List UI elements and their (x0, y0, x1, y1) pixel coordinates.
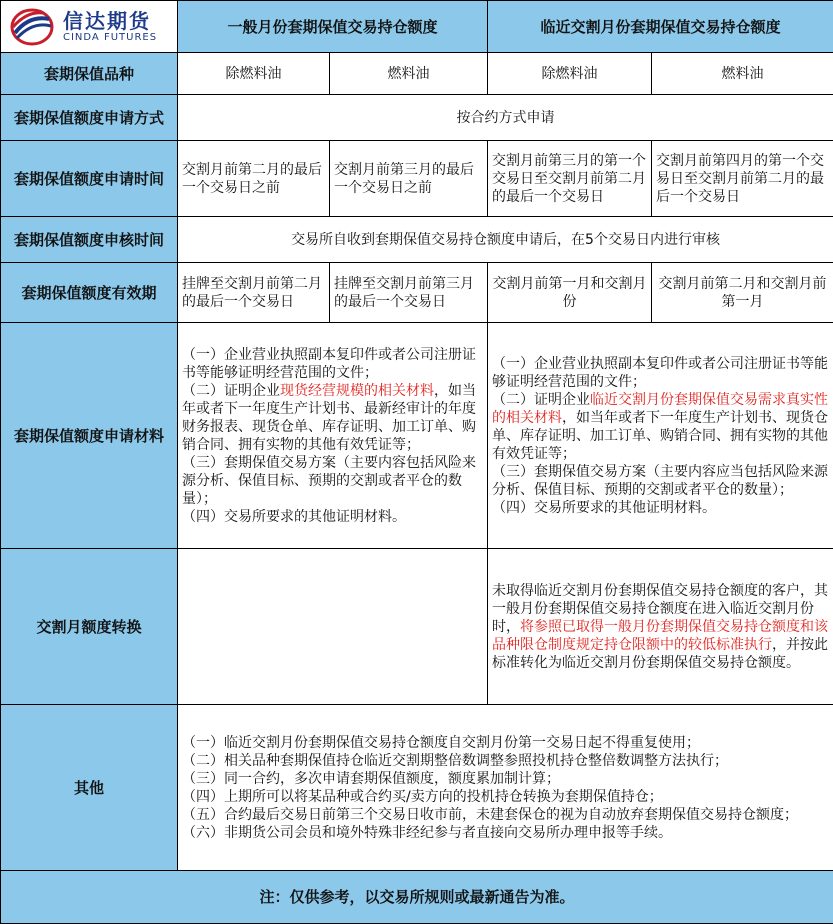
materials-general-item-2-highlight: 现货经营规模的相关材料 (280, 383, 434, 399)
label-materials: 套期保值额度申请材料 (1, 323, 178, 549)
other-item-3: （三）同一合约，多次申请套期保值额度，额度累加制计算； (182, 770, 829, 788)
materials-near-item-3: （三）套期保值交易方案（主要内容应当包括风险来源分析、保值目标、预期的交割或者平仓的数量）； (492, 463, 829, 499)
apply-time-general-fuel: 交割月前第三月的最后一个交易日之前 (330, 141, 488, 217)
materials-general-item-2 (182, 382, 483, 454)
company-logo (1, 2, 177, 52)
logo-cn-text: 信达期货 (63, 10, 157, 32)
materials-near-item-2-prefix: （二）证明企业 (492, 392, 590, 408)
materials-near-item-2-highlight: 临近交割月份套期保值交易需求真实性的相关材料 (492, 392, 828, 426)
transfer-near-highlight: 将参照已取得一般月份套期保值交易持仓额度和该品种限仓制度规定持仓限额中的较低标准执行 (492, 619, 828, 653)
materials-general (178, 323, 488, 549)
apply-time-near-fuel: 交割月前第四月的第一个交易日至交割月前第二月的最后一个交易日 (652, 141, 833, 217)
variety-general-fuel: 燃料油 (330, 53, 488, 95)
other-items (178, 705, 833, 871)
materials-near (488, 323, 833, 549)
logo-cell (1, 1, 178, 53)
label-review-time: 套期保值额度申核时间 (1, 217, 178, 263)
transfer-near-suffix: ，并按此标准转化为临近交割月份套期保值交易持仓额度。 (492, 637, 828, 671)
cinda-logo-icon (9, 7, 55, 47)
header-general-month: 一般月份套期保值交易持仓额度 (178, 1, 488, 53)
other-item-5: （五）合约最后交易日前第三个交易日收市前，未建套保仓的视为自动放弃套期保值交易持仓额度； (182, 806, 829, 824)
apply-time-near-non-fuel: 交割月前第三月的第一个交易日至交割月前第二月的最后一个交易日 (488, 141, 652, 217)
validity-general-non-fuel: 挂牌至交割月前第二月的最后一个交易日 (178, 263, 330, 323)
materials-near-item-2 (492, 391, 829, 463)
variety-near-fuel: 燃料油 (652, 53, 833, 95)
label-validity: 套期保值额度有效期 (1, 263, 178, 323)
validity-general-fuel: 挂牌至交割月前第三月的最后一个交易日 (330, 263, 488, 323)
other-item-4: （四）上期所可以将某品种或合约买/卖方向的投机持仓转换为套期保值持仓； (182, 788, 829, 806)
materials-near-item-1: （一）企业营业执照副本复印件或者公司注册证书等能够证明经营范围的文件； (492, 355, 829, 391)
other-item-6: （六）非期货公司会员和境外特殊非经纪参与者直接向交易所办理申报等手续。 (182, 824, 829, 842)
materials-general-item-4: （四）交易所要求的其他证明材料。 (182, 508, 483, 526)
other-item-1: （一）临近交割月份套期保值交易持仓额度自交割月份第一交易日起不得重复使用； (182, 734, 829, 752)
footer-note: 注：仅供参考，以交易所规则或最新通告为准。 (1, 871, 833, 924)
header-near-delivery-month: 临近交割月份套期保值交易持仓额度 (488, 1, 833, 53)
review-time-value: 交易所自收到套期保值交易持仓额度申请后，在5个交易日内进行审核 (178, 217, 833, 263)
materials-general-item-1: （一）企业营业执照副本复印件或者公司注册证书等能够证明经营范围的文件； (182, 346, 483, 382)
apply-time-general-non-fuel: 交割月前第二月的最后一个交易日之前 (178, 141, 330, 217)
label-transfer: 交割月额度转换 (1, 549, 178, 705)
logo-en-text: CINDA FUTURES (63, 32, 157, 44)
apply-method-value: 按合约方式申请 (178, 95, 833, 141)
label-apply-time: 套期保值额度申请时间 (1, 141, 178, 217)
materials-near-item-4: （四）交易所要求的其他证明材料。 (492, 499, 829, 517)
materials-near-item-2-suffix: ，如当年或者下一年度生产计划书、现货仓单、库存证明、加工订单、购销合同、拥有实物的其他有效凭证等； (492, 410, 828, 462)
other-item-2: （二）相关品种套期保值持仓临近交割期整倍数调整参照投机持仓整倍数调整方法执行； (182, 752, 829, 770)
variety-general-non-fuel: 除燃料油 (178, 53, 330, 95)
label-variety: 套期保值品种 (1, 53, 178, 95)
transfer-near (488, 549, 833, 705)
materials-general-item-3: （三）套期保值交易方案（主要内容包括风险来源分析、保值目标、预期的交割或者平仓的数量）； (182, 454, 483, 508)
validity-near-non-fuel: 交割月前第一月和交割月份 (488, 263, 652, 323)
label-apply-method: 套期保值额度申请方式 (1, 95, 178, 141)
materials-general-item-2-suffix: ，如当年或者下一年度生产计划书、最新经审计的年度财务报表、现货仓单、库存证明、加工订单、购销合同、拥有实物的其他有效凭证等； (182, 383, 476, 453)
variety-near-non-fuel: 除燃料油 (488, 53, 652, 95)
transfer-near-prefix: 未取得临近交割月份套期保值交易持仓额度的客户，其一般月份套期保值交易持仓额度在进入临近交割月份时， (492, 583, 828, 635)
validity-near-fuel: 交割月前第二月和交割月前第一月 (652, 263, 833, 323)
transfer-general (178, 549, 488, 705)
materials-general-item-2-prefix: （二）证明企业 (182, 383, 280, 399)
label-other: 其他 (1, 705, 178, 871)
